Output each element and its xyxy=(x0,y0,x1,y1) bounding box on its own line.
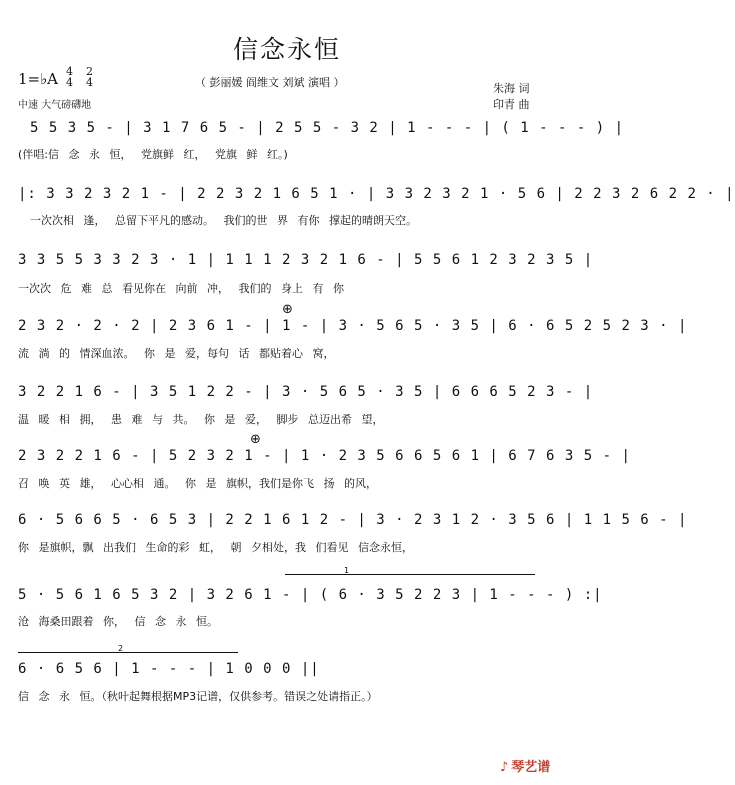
time-signature-2-4 xyxy=(86,66,93,88)
coda-sign: ⊕ xyxy=(282,302,293,317)
watermark-text: 琴艺谱 xyxy=(511,760,551,775)
first-ending-number: 1 xyxy=(344,566,350,575)
score-row-1-notes: 5 5 3 5 - | 3 1 7 6 5 - | 2 5 5 - 3 2 | 1 - - - | ( 1 - - - ) | xyxy=(30,120,625,136)
singers-credit: （ 彭丽媛 阎维文 刘斌 演唱 ） xyxy=(195,76,345,89)
first-ending-bracket xyxy=(285,574,535,575)
score-row-5-lyrics: 温 暖 相 拥， 患 难 与 共。 你 是 爱， 脚步 总迈出希 望， xyxy=(18,413,384,426)
coda-sign: ⊕ xyxy=(250,432,261,447)
song-title: 信念永恒 xyxy=(232,35,341,64)
score-row-4-lyrics: 流 淌 的 情深血浓。 你 是 爱，每句 话 都贴着心 窝， xyxy=(18,347,335,360)
score-row-9-notes: 6 · 6 5 6 | 1 - - - | 1 0 0 0 || xyxy=(18,661,320,677)
score-row-3-notes: 3 3 5 5 3 3 2 3 · 1 | 1 1 1 2 3 2 1 6 - | 5 5 6 1 2 3 2 3 5 | xyxy=(18,252,594,268)
score-row-1-lyrics: (伴唱:信 念 永 恒， 党旗鲜 红， 党旗 鲜 红。) xyxy=(18,148,288,161)
score-row-7-lyrics: 你 是旗帜，飘 出我们 生命的彩 虹， 朝 夕相处，我 们看见 信念永恒， xyxy=(18,541,413,554)
tempo-marking: 中速 大气磅礴地 xyxy=(18,100,92,111)
second-ending-bracket xyxy=(18,652,238,653)
lyricist-credit: 朱海 词 xyxy=(493,82,530,95)
score-row-9-lyrics: 信 念 永 恒。（秋叶起舞根据MP3记谱，仅供参考。错误之处请指正。） xyxy=(18,690,378,703)
score-row-2-notes: |: 3 3 2 3 2 1 - | 2 2 3 2 1 6 5 1 · | 3 3 2 3 2 1 · 5 6 | 2 2 3 2 6 2 2 · | xyxy=(18,186,735,202)
watermark xyxy=(500,756,550,775)
score-row-6-lyrics: 召 唤 英 雄， 心心相 通。 你 是 旗帜，我们是你飞 扬 的风， xyxy=(18,477,377,490)
score-row-6-notes: 2 3 2 2 1 6 - | 5 2 3 2 1 - | 1 · 2 3 5 6 6 5 6 1 | 6 7 6 3 5 - | xyxy=(18,448,631,464)
time-signature-bottom: 4 xyxy=(66,76,73,89)
score-row-3-lyrics: 一次次 危 难 总 看见你在 向前 冲， 我们的 身上 有 你 xyxy=(18,282,344,295)
score-row-7-notes: 6 · 5 6 6 5 · 6 5 3 | 2 2 1 6 1 2 - | 3 · 2 3 1 2 · 3 5 6 | 1 1 5 6 - | xyxy=(18,512,688,528)
score-row-5-notes: 3 2 2 1 6 - | 3 5 1 2 2 - | 3 · 5 6 5 · 3 5 | 6 6 6 5 2 3 - | xyxy=(18,384,594,400)
key-signature: 1=♭A xyxy=(18,70,59,88)
time-signature-4-4 xyxy=(66,66,73,88)
qinyipu-logo-icon: ♪ xyxy=(500,760,509,775)
time-signature-bottom: 4 xyxy=(86,76,93,89)
second-ending-number: 2 xyxy=(118,644,124,653)
score-row-2-lyrics: 一次次相 逢， 总留下平凡的感动。 我们的世 界 有你 撑起的晴朗天空。 xyxy=(30,214,417,227)
score-row-8-notes: 5 · 5 6 1 6 5 3 2 | 3 2 6 1 - | ( 6 · 3 5 2 2 3 | 1 - - - ) :| xyxy=(18,587,603,603)
score-row-8-lyrics: 沧 海桑田跟着 你， 信 念 永 恒。 xyxy=(18,615,218,628)
composer-credit: 印青 曲 xyxy=(493,98,530,111)
score-row-4-notes: 2 3 2 · 2 · 2 | 2 3 6 1 - | 1 - | 3 · 5 6 5 · 3 5 | 6 · 6 5 2 5 2 3 · | xyxy=(18,318,688,334)
time-signature-top: 2 xyxy=(86,65,93,78)
time-signature-top: 4 xyxy=(66,65,73,78)
